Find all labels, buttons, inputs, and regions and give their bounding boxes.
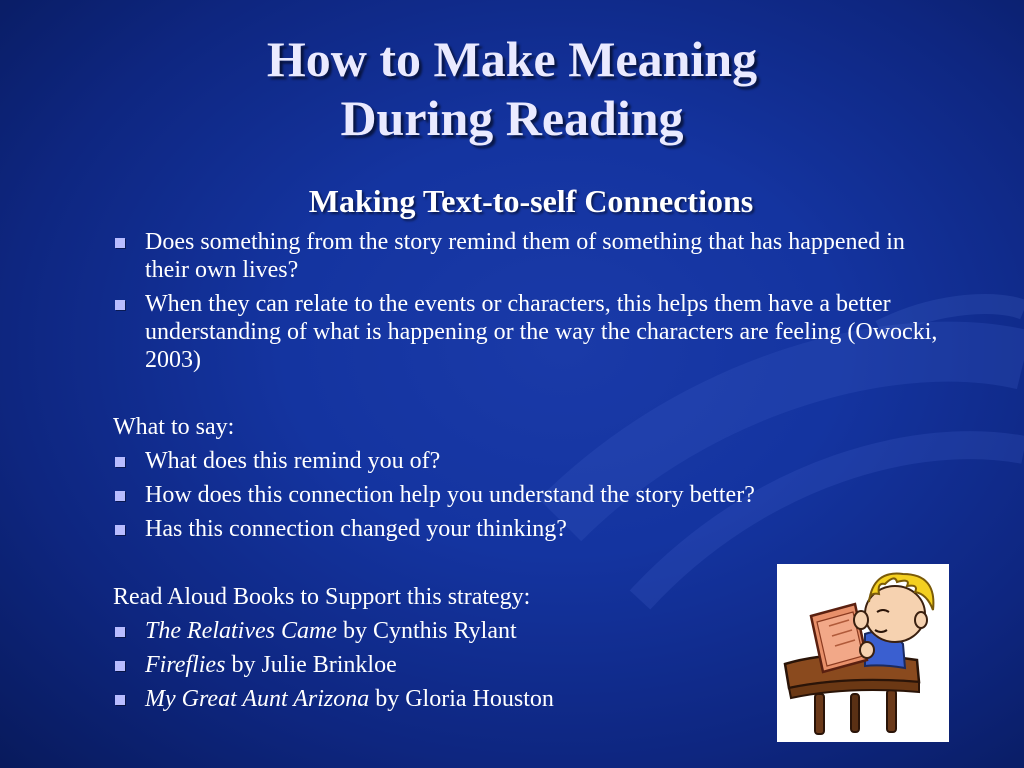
list-item-text: What does this remind you of? (145, 448, 441, 474)
list-item-text: Has this connection changed your thinking? (145, 516, 567, 542)
list-item (113, 481, 943, 509)
boy-reading-book-icon (777, 564, 949, 742)
book-author: by Cynthis Rylant (336, 618, 517, 644)
list-item (113, 515, 943, 543)
book-author: by Gloria Houston (369, 686, 554, 712)
section-label: Read Aloud Books to Support this strategy: (113, 584, 531, 610)
slide-title-line2: During Reading (340, 90, 684, 146)
square-bullet-icon (115, 695, 125, 705)
book-title: The Relatives Came (145, 618, 337, 644)
square-bullet-icon (115, 300, 125, 310)
section-label: What to say: (113, 414, 235, 440)
slide-title (0, 30, 1024, 148)
slide-subtitle: Making Text-to-self Connections (308, 183, 754, 219)
book-author: by Julie Brinkloe (225, 652, 397, 678)
square-bullet-icon (115, 238, 125, 248)
slide-title-line1: How to Make Meaning (266, 31, 758, 87)
list-item-text: When they can relate to the events or characters, this helps them have a better understanding of what is happening or the way the characters are feeling (Owocki, 2003) (145, 291, 938, 373)
book-title: My Great Aunt Arizona (145, 686, 370, 712)
list-item (113, 447, 943, 475)
square-bullet-icon (115, 627, 125, 637)
list-item-text: Does something from the story remind them of something that has happened in their own lives? (145, 229, 905, 283)
what-to-say-section (113, 413, 943, 549)
square-bullet-icon (115, 457, 125, 467)
square-bullet-icon (115, 491, 125, 501)
square-bullet-icon (115, 661, 125, 671)
questions-list (113, 228, 943, 380)
book-title: Fireflies (145, 652, 226, 678)
list-item (113, 228, 943, 284)
square-bullet-icon (115, 525, 125, 535)
list-item-text: How does this connection help you understand the story better? (145, 482, 755, 508)
list-item (113, 290, 943, 374)
